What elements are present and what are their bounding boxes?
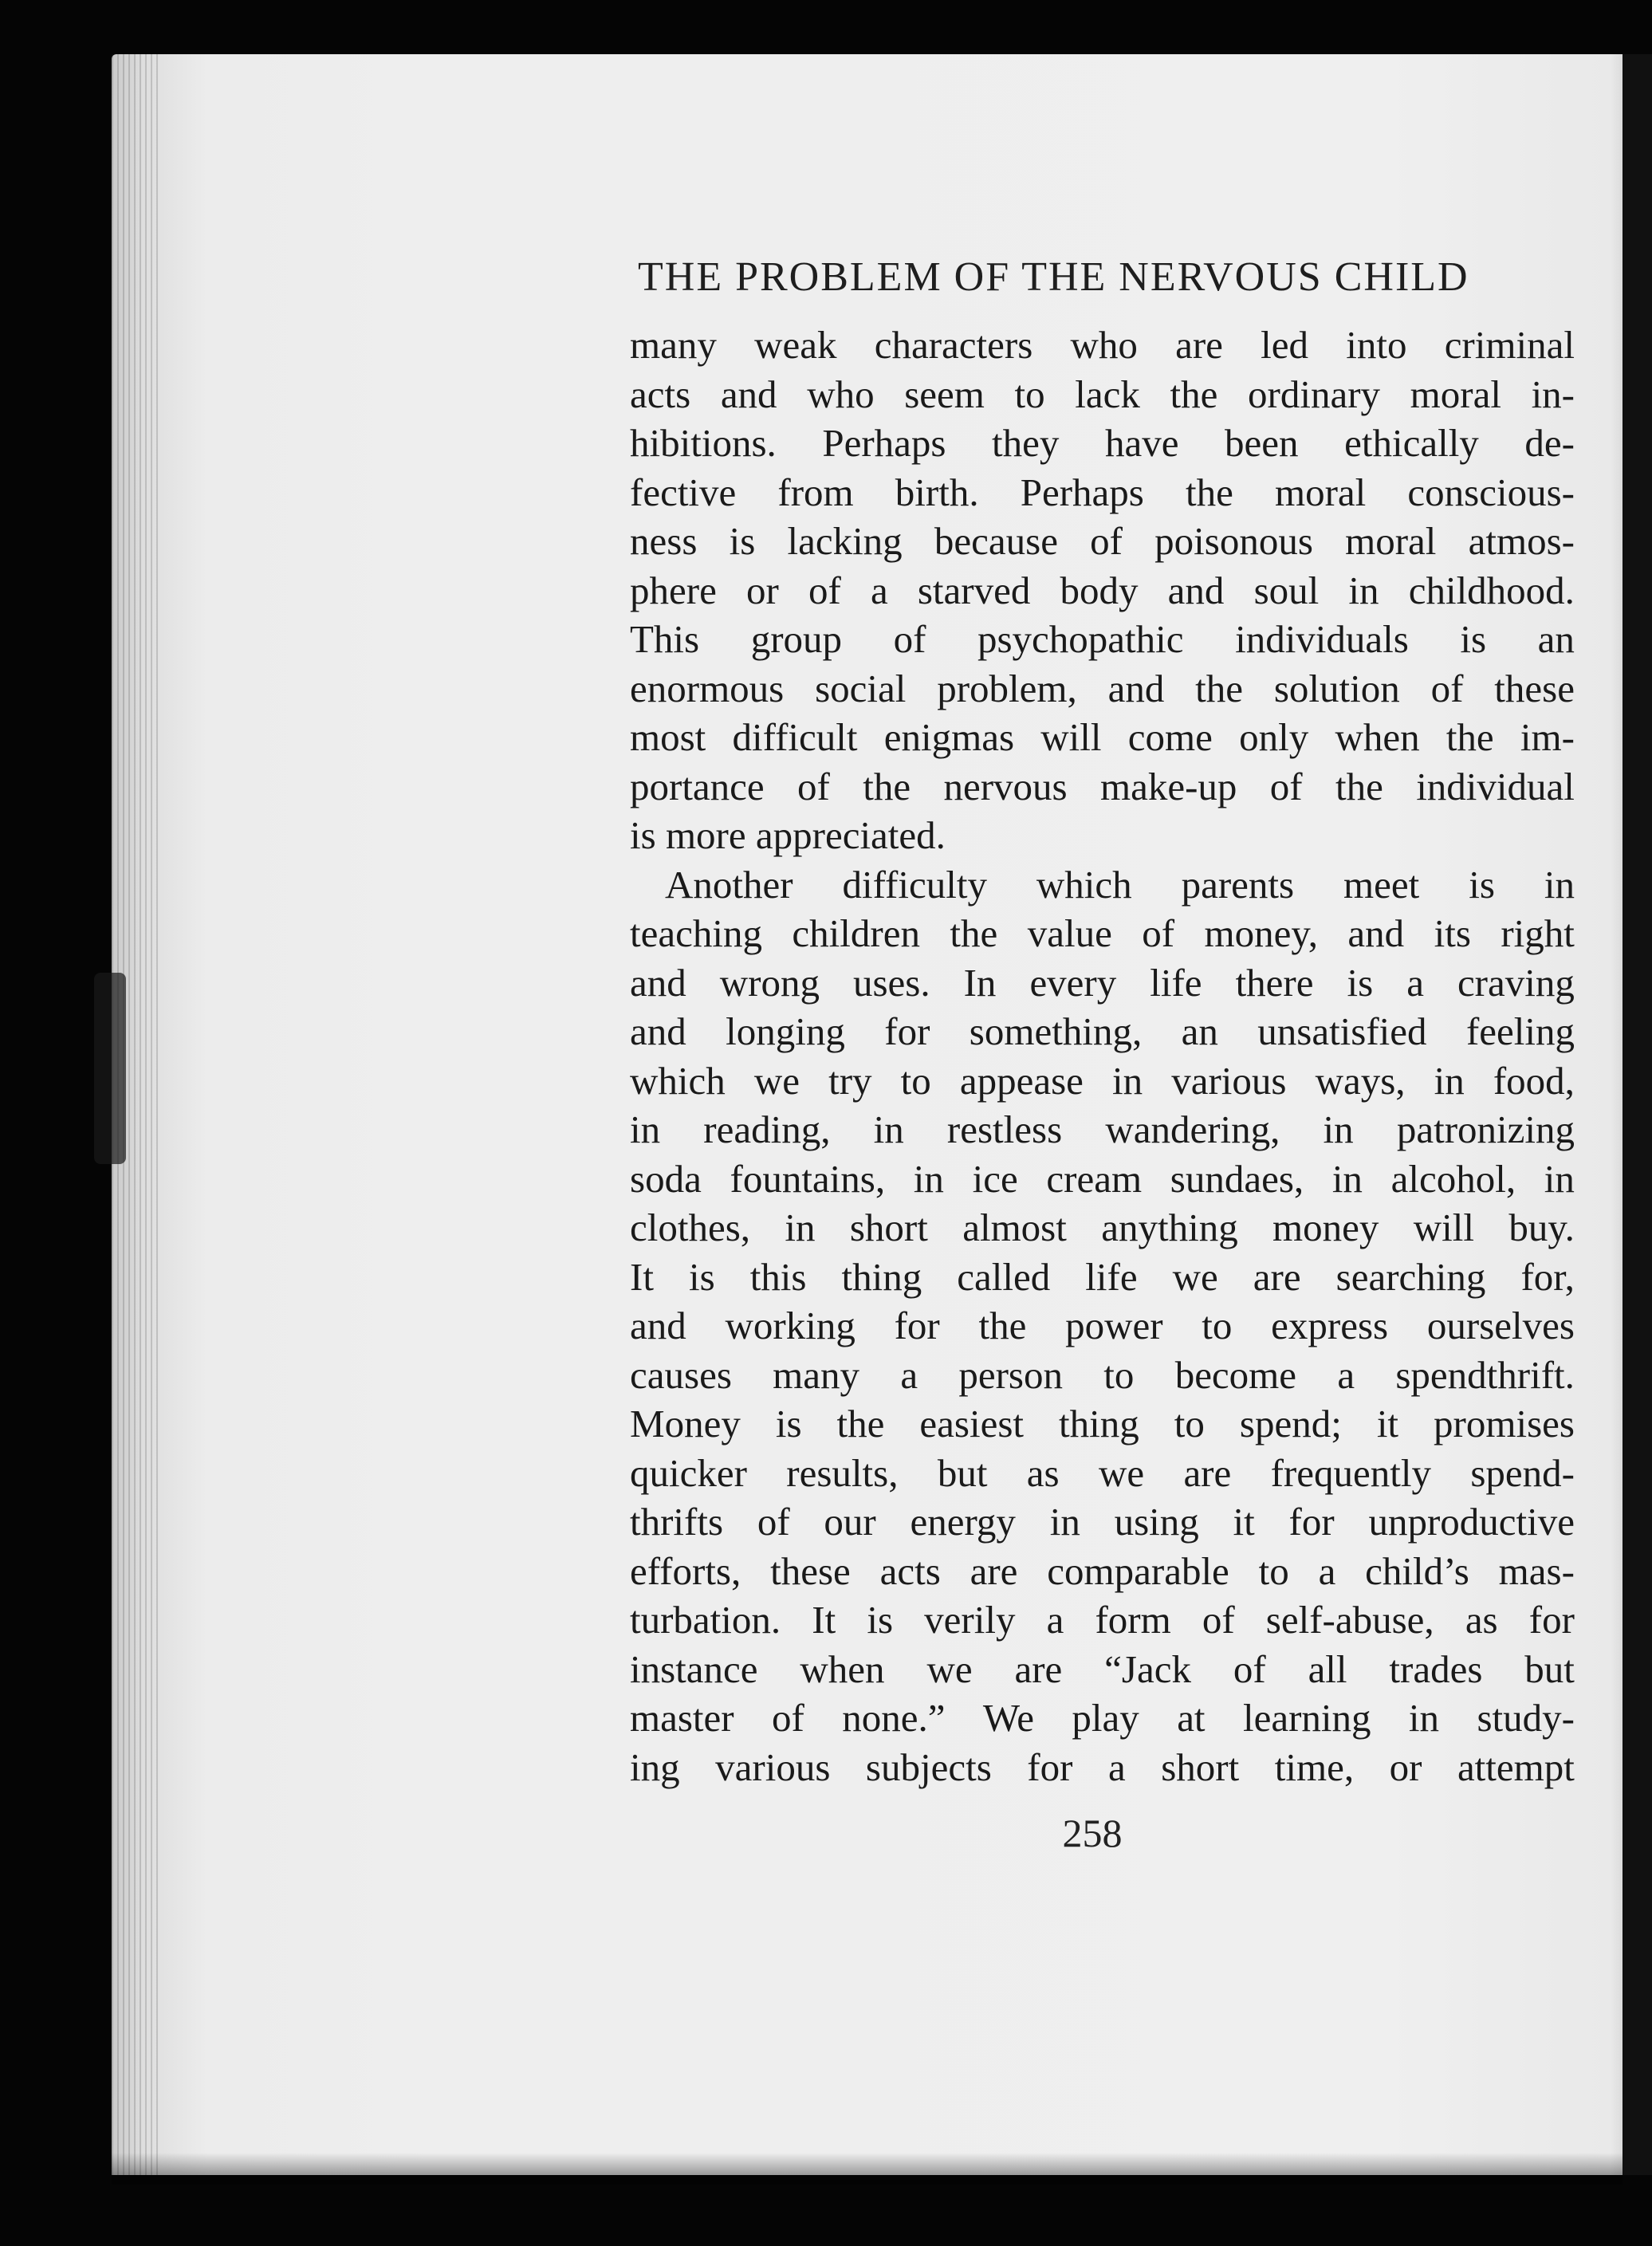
word: clothes,	[630, 1206, 751, 1249]
text-line	[630, 1743, 1575, 1792]
word: play	[1072, 1696, 1139, 1740]
word: to	[1014, 372, 1045, 416]
word: almost	[962, 1206, 1067, 1249]
word: and	[630, 960, 686, 1005]
word: we	[1098, 1450, 1145, 1495]
word: in	[1331, 1156, 1363, 1201]
text-line	[630, 1203, 1575, 1253]
text-line	[630, 1105, 1575, 1154]
word: individual	[1416, 764, 1575, 808]
word: but	[1524, 1646, 1575, 1691]
word: and	[630, 1009, 686, 1053]
word: craving	[1457, 960, 1575, 1005]
word: in	[913, 1156, 944, 1201]
word: will	[1413, 1206, 1474, 1249]
word: are	[1253, 1254, 1301, 1299]
word: many	[773, 1352, 860, 1397]
word: is	[1347, 960, 1374, 1005]
word: in	[873, 1107, 904, 1151]
word: searching	[1335, 1254, 1486, 1299]
text-line	[630, 1449, 1575, 1498]
text-line	[630, 468, 1575, 517]
word: characters	[874, 323, 1033, 367]
word: thrifts	[630, 1500, 724, 1544]
word: a	[1318, 1548, 1336, 1593]
word: children	[792, 911, 920, 955]
word: appease	[959, 1058, 1084, 1103]
word: trades	[1389, 1646, 1483, 1691]
text-line	[630, 1693, 1575, 1743]
word: criminal	[1444, 323, 1575, 367]
text-line	[630, 1547, 1575, 1596]
word: food,	[1493, 1058, 1575, 1103]
word: ice	[972, 1156, 1018, 1201]
word: a	[1046, 1598, 1064, 1642]
word: of	[1430, 666, 1464, 710]
word: of	[1142, 911, 1175, 955]
word: problem,	[937, 666, 1077, 710]
word: portance	[630, 764, 765, 808]
word: is	[729, 519, 756, 563]
word: we	[753, 1058, 800, 1103]
word: life	[1150, 960, 1202, 1005]
word: person	[958, 1352, 1063, 1397]
word: instance	[630, 1646, 758, 1691]
word: attempt	[1457, 1744, 1575, 1789]
word: de-	[1524, 421, 1575, 465]
text-line	[630, 1301, 1575, 1351]
word: thing	[841, 1254, 922, 1299]
word: “Jack	[1104, 1646, 1191, 1691]
word: the	[978, 1304, 1027, 1347]
word: for,	[1520, 1254, 1575, 1299]
word: of	[757, 1500, 790, 1544]
word: fective	[630, 470, 737, 514]
word: is	[867, 1598, 894, 1642]
word: in	[785, 1206, 816, 1249]
word: ethically	[1344, 421, 1479, 465]
word: moral	[1410, 372, 1501, 416]
word: comparable	[1047, 1548, 1229, 1593]
word: of	[1090, 519, 1123, 563]
word: study-	[1477, 1696, 1575, 1740]
text-line	[630, 419, 1575, 468]
word: cream	[1046, 1156, 1143, 1201]
word: all	[1308, 1646, 1347, 1691]
word: difficult	[732, 715, 858, 759]
word: lack	[1075, 372, 1140, 416]
word: this	[749, 1254, 807, 1299]
word: learning	[1242, 1696, 1371, 1740]
word: these	[1494, 666, 1575, 710]
word: conscious-	[1407, 470, 1575, 514]
word: an	[1181, 1009, 1218, 1053]
word: working	[725, 1304, 856, 1347]
word: wandering,	[1105, 1107, 1280, 1151]
word: Money	[630, 1402, 741, 1446]
word: sundaes,	[1170, 1156, 1304, 1201]
word: acts	[879, 1548, 941, 1593]
word: from	[777, 470, 854, 514]
word: come	[1127, 715, 1213, 759]
word: easiest	[919, 1402, 1025, 1446]
word: hibitions.	[630, 421, 777, 465]
word: turbation.	[630, 1598, 781, 1642]
word: is	[1460, 617, 1487, 661]
word: promises	[1434, 1402, 1575, 1446]
word: child’s	[1365, 1548, 1469, 1593]
word: we	[926, 1646, 973, 1691]
word: Another	[665, 862, 793, 907]
word: for	[1288, 1500, 1335, 1544]
word: power	[1065, 1304, 1163, 1347]
word: a	[1107, 1744, 1126, 1789]
word: an	[1537, 617, 1575, 661]
word: energy	[910, 1500, 1016, 1544]
word: in	[1112, 1058, 1143, 1103]
word: our	[824, 1500, 876, 1544]
word: We	[982, 1696, 1034, 1740]
word: phere	[630, 568, 717, 612]
text-line	[630, 811, 1575, 860]
word: the	[1170, 372, 1218, 416]
text-line	[630, 1595, 1575, 1645]
word: This	[630, 617, 700, 661]
word: is	[630, 813, 666, 857]
word: form	[1095, 1598, 1171, 1642]
word: only	[1239, 715, 1309, 759]
word: ways,	[1315, 1058, 1406, 1103]
word: and	[1107, 666, 1165, 710]
word: unproductive	[1368, 1500, 1575, 1544]
word: anything	[1101, 1206, 1238, 1249]
word: as	[1026, 1450, 1060, 1495]
word: led	[1261, 323, 1309, 367]
word: thing	[1059, 1402, 1139, 1446]
word: to	[1174, 1402, 1205, 1446]
word: of	[772, 1696, 804, 1740]
word: the	[1446, 715, 1494, 759]
word: into	[1346, 323, 1407, 367]
word: are	[1014, 1646, 1063, 1691]
word: of	[1202, 1598, 1235, 1642]
word: in	[1323, 1107, 1354, 1151]
word: uses.	[852, 960, 930, 1005]
word: a	[870, 568, 888, 612]
word: to	[1103, 1352, 1135, 1397]
word: the	[863, 764, 911, 808]
word: as	[1465, 1598, 1498, 1642]
word: money,	[1204, 911, 1318, 955]
word: are	[1175, 323, 1223, 367]
word: ourselves	[1426, 1304, 1575, 1347]
word: right	[1501, 911, 1575, 955]
word: parents	[1181, 862, 1295, 907]
word: self-abuse,	[1265, 1598, 1434, 1642]
word: the	[1195, 666, 1244, 710]
page-number: 258	[1062, 1811, 1123, 1855]
word: the	[1185, 470, 1233, 514]
word: value	[1027, 911, 1112, 955]
text-line	[630, 762, 1575, 812]
word: quicker	[630, 1450, 747, 1495]
word: ordinary	[1248, 372, 1381, 416]
word: in	[630, 1107, 661, 1151]
word: alcohol,	[1390, 1156, 1516, 1201]
body-text	[630, 321, 1575, 1792]
word: none.”	[842, 1696, 946, 1740]
word: seem	[904, 372, 985, 416]
word: group	[750, 617, 843, 661]
word: in	[1544, 862, 1575, 907]
word: unsatisfied	[1257, 1009, 1427, 1053]
word: its	[1434, 911, 1471, 955]
word: which	[630, 1058, 726, 1103]
text-line	[630, 566, 1575, 616]
text-line	[630, 1007, 1575, 1056]
word: money	[1272, 1206, 1379, 1249]
text-line	[630, 713, 1575, 762]
word: in	[1049, 1500, 1080, 1544]
word: in	[1544, 1156, 1575, 1201]
word: short	[1161, 1744, 1240, 1789]
word: for	[1027, 1744, 1073, 1789]
word: who	[1070, 323, 1138, 367]
word: longing	[726, 1009, 845, 1053]
word: starved	[917, 568, 1031, 612]
word: soda	[630, 1156, 702, 1201]
text-line	[630, 370, 1575, 419]
word: various	[715, 1744, 831, 1789]
word: meet	[1343, 862, 1420, 907]
word: master	[630, 1696, 734, 1740]
word: of	[808, 568, 841, 612]
bottom-shadow	[112, 2153, 1622, 2185]
word: appreciated.	[755, 813, 946, 857]
word: are	[1183, 1450, 1232, 1495]
word: they	[992, 421, 1060, 465]
word: to	[1202, 1304, 1233, 1347]
word: or	[745, 568, 779, 612]
binding-shadow	[94, 973, 126, 1164]
text-line	[630, 1351, 1575, 1400]
word: every	[1029, 960, 1117, 1005]
word: most	[630, 715, 706, 759]
word: become	[1174, 1352, 1297, 1397]
word: weak	[754, 323, 837, 367]
word: subjects	[865, 1744, 992, 1789]
word: a	[900, 1352, 918, 1397]
word: enormous	[630, 666, 785, 710]
word: results,	[786, 1450, 899, 1495]
word: patronizing	[1396, 1107, 1575, 1151]
word: In	[963, 960, 997, 1005]
word: moral	[1345, 519, 1437, 563]
word: but	[937, 1450, 988, 1495]
word: life	[1085, 1254, 1138, 1299]
word: at	[1177, 1696, 1206, 1740]
text-line	[630, 1154, 1575, 1204]
word: been	[1225, 421, 1299, 465]
word: of	[797, 764, 830, 808]
running-head: THE PROBLEM OF THE NERVOUS CHILD	[638, 254, 1469, 300]
word: it	[1233, 1500, 1255, 1544]
word: when	[800, 1646, 885, 1691]
word: feeling	[1465, 1009, 1575, 1053]
word: using	[1114, 1500, 1199, 1544]
word: of	[893, 617, 926, 661]
word: It	[812, 1598, 836, 1642]
word: express	[1271, 1304, 1389, 1347]
word: mas-	[1498, 1548, 1575, 1593]
word: these	[770, 1548, 851, 1593]
word: childhood.	[1408, 568, 1575, 612]
text-line	[630, 1645, 1575, 1694]
word: of	[1269, 764, 1303, 808]
text-line	[630, 909, 1575, 958]
word: body	[1060, 568, 1139, 612]
word: of	[1233, 1646, 1266, 1691]
word: to	[1258, 1548, 1289, 1593]
word: more	[665, 813, 756, 857]
word: something,	[969, 1009, 1143, 1053]
word: It	[630, 1254, 654, 1299]
word: spend-	[1470, 1450, 1575, 1495]
word: which	[1036, 862, 1132, 907]
word: and	[1167, 568, 1225, 612]
word: in	[1434, 1058, 1465, 1103]
word: Perhaps	[1020, 470, 1144, 514]
word: when	[1335, 715, 1420, 759]
text-line	[630, 860, 1575, 910]
word: is	[775, 1402, 802, 1446]
right-edge	[1622, 54, 1652, 2175]
word: in-	[1531, 372, 1575, 416]
word: it	[1376, 1402, 1399, 1446]
text-line	[630, 321, 1575, 370]
word: is	[688, 1254, 715, 1299]
word: the	[950, 911, 998, 955]
word: acts	[630, 372, 691, 416]
word: is	[1469, 862, 1495, 907]
word: teaching	[630, 911, 762, 955]
word: wrong	[719, 960, 820, 1005]
word: time,	[1274, 1744, 1355, 1789]
word: soul	[1253, 568, 1320, 612]
word: the	[836, 1402, 885, 1446]
word: enigmas	[883, 715, 1015, 759]
word: for	[884, 1009, 930, 1053]
text-line	[630, 664, 1575, 714]
word: social	[815, 666, 907, 710]
word: restless	[946, 1107, 1063, 1151]
text-line	[630, 1399, 1575, 1449]
word: ness	[630, 519, 698, 563]
word: try	[828, 1058, 872, 1103]
word: in	[1348, 568, 1379, 612]
text-line	[630, 1497, 1575, 1547]
text-line	[630, 958, 1575, 1008]
word: spend;	[1239, 1402, 1342, 1446]
word: difficulty	[842, 862, 987, 907]
word: reading,	[703, 1107, 831, 1151]
word: to	[900, 1058, 931, 1103]
word: spendthrift.	[1395, 1352, 1575, 1397]
word: psychopathic	[977, 617, 1184, 661]
word: various	[1171, 1058, 1287, 1103]
word: a	[1406, 960, 1424, 1005]
word: or	[1389, 1744, 1422, 1789]
word: make-up	[1099, 764, 1237, 808]
word: frequently	[1270, 1450, 1431, 1495]
word: Perhaps	[822, 421, 946, 465]
word: a	[1337, 1352, 1355, 1397]
word: in	[1408, 1696, 1440, 1740]
word: verily	[924, 1598, 1016, 1642]
word: and	[630, 1304, 686, 1347]
word: nervous	[943, 764, 1068, 808]
word: atmos-	[1468, 519, 1575, 563]
word: causes	[630, 1352, 732, 1397]
word: the	[1335, 764, 1383, 808]
word: efforts,	[630, 1548, 741, 1593]
text-line	[630, 517, 1575, 566]
word: because	[934, 519, 1058, 563]
word: who	[807, 372, 875, 416]
word: buy.	[1508, 1206, 1575, 1249]
word: poisonous	[1154, 519, 1313, 563]
text-line	[630, 615, 1575, 664]
word: many	[630, 323, 717, 367]
word: lacking	[787, 519, 903, 563]
word: we	[1172, 1254, 1218, 1299]
word: have	[1104, 421, 1179, 465]
word: fountains,	[730, 1156, 886, 1201]
word: ing	[630, 1744, 680, 1789]
word: and	[720, 372, 777, 416]
word: will	[1040, 715, 1102, 759]
text-line	[630, 1056, 1575, 1106]
word: birth.	[895, 470, 979, 514]
word: short	[849, 1206, 928, 1249]
word: im-	[1520, 715, 1575, 759]
word: are	[970, 1548, 1018, 1593]
word: for	[1528, 1598, 1575, 1642]
word: moral	[1274, 470, 1367, 514]
word: and	[1347, 911, 1405, 955]
word: individuals	[1235, 617, 1409, 661]
word: for	[894, 1304, 940, 1347]
word: solution	[1273, 666, 1400, 710]
word: called	[957, 1254, 1051, 1299]
word: there	[1235, 960, 1314, 1005]
text-line	[630, 1253, 1575, 1302]
